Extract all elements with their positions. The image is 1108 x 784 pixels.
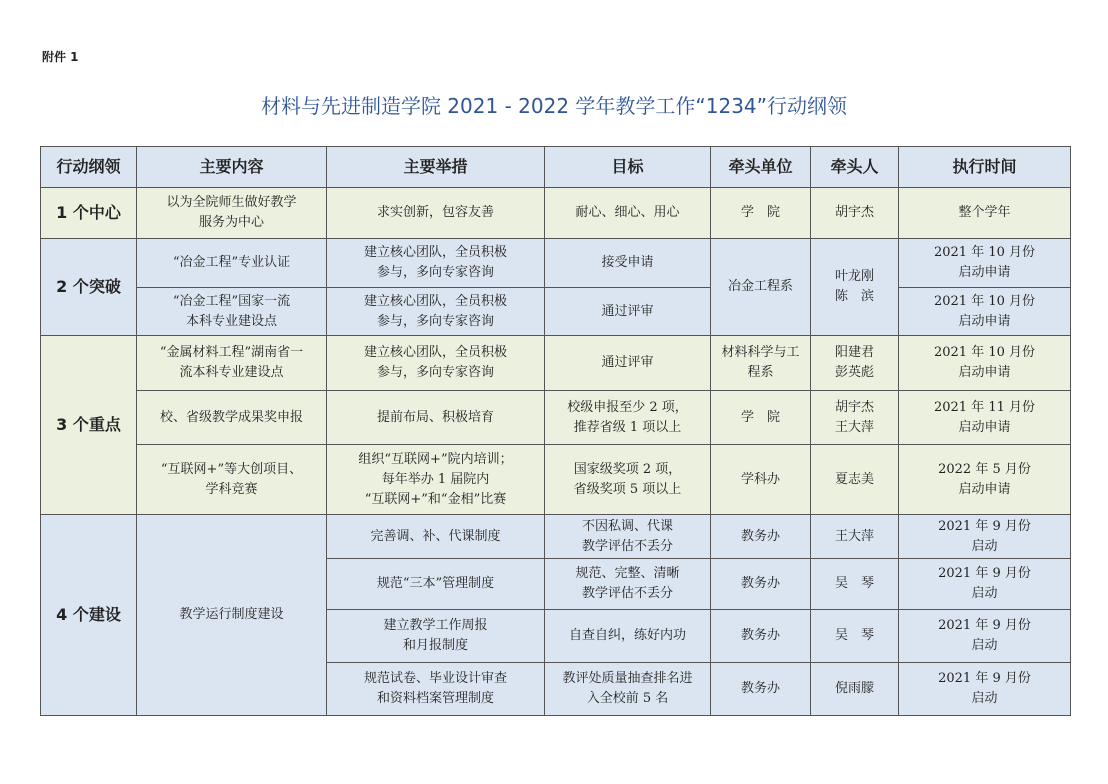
unit-cell: 学 院 bbox=[711, 188, 811, 239]
time-cell: 2022 年 5 月份 启动申请 bbox=[899, 445, 1071, 515]
header-cell: 目标 bbox=[545, 147, 711, 188]
table-header-row bbox=[41, 147, 1071, 188]
table-row bbox=[41, 515, 1071, 559]
header-cell: 行动纲领 bbox=[41, 147, 137, 188]
header-cell: 牵头单位 bbox=[711, 147, 811, 188]
time-cell: 2021 年 9 月份 启动 bbox=[899, 663, 1071, 716]
category-cell: 4 个建设 bbox=[41, 515, 137, 716]
attachment-label: 附件 1 bbox=[42, 50, 79, 64]
measures-cell: 完善调、补、代课制度 bbox=[327, 515, 545, 559]
goal-cell: 接受申请 bbox=[545, 239, 711, 288]
measures-cell: 求实创新，包容友善 bbox=[327, 188, 545, 239]
unit-cell: 学科办 bbox=[711, 445, 811, 515]
category-cell: 3 个重点 bbox=[41, 336, 137, 515]
category-cell: 1 个中心 bbox=[41, 188, 137, 239]
measures-cell: 规范“三本”管理制度 bbox=[327, 559, 545, 610]
content-cell: 校、省级教学成果奖申报 bbox=[137, 391, 327, 445]
measures-cell: 建立核心团队，全员积极 参与，多向专家咨询 bbox=[327, 288, 545, 336]
unit-cell: 教务办 bbox=[711, 559, 811, 610]
header-cell: 主要内容 bbox=[137, 147, 327, 188]
time-cell: 2021 年 10 月份 启动申请 bbox=[899, 336, 1071, 391]
category-cell: 2 个突破 bbox=[41, 239, 137, 336]
goal-cell: 自查自纠，练好内功 bbox=[545, 610, 711, 663]
unit-cell: 冶金工程系 bbox=[711, 239, 811, 336]
table-row bbox=[41, 288, 1071, 336]
leader-cell: 胡宇杰 bbox=[811, 188, 899, 239]
leader-cell: 胡宇杰 王大萍 bbox=[811, 391, 899, 445]
table-row bbox=[41, 239, 1071, 288]
goal-cell: 通过评审 bbox=[545, 288, 711, 336]
goal-cell: 耐心、细心、用心 bbox=[545, 188, 711, 239]
time-cell: 2021 年 10 月份 启动申请 bbox=[899, 239, 1071, 288]
content-cell: “互联网+”等大创项目、 学科竞赛 bbox=[137, 445, 327, 515]
leader-cell: 叶龙刚 陈 滨 bbox=[811, 239, 899, 336]
header-cell: 执行时间 bbox=[899, 147, 1071, 188]
time-cell: 2021 年 10 月份 启动申请 bbox=[899, 288, 1071, 336]
leader-cell: 倪雨朦 bbox=[811, 663, 899, 716]
goal-cell: 规范、完整、清晰 教学评估不丢分 bbox=[545, 559, 711, 610]
content-cell: “金属材料工程”湖南省一 流本科专业建设点 bbox=[137, 336, 327, 391]
measures-cell: 提前布局、积极培育 bbox=[327, 391, 545, 445]
leader-cell: 夏志美 bbox=[811, 445, 899, 515]
goal-cell: 校级申报至少 2 项， 推荐省级 1 项以上 bbox=[545, 391, 711, 445]
time-cell: 2021 年 9 月份 启动 bbox=[899, 559, 1071, 610]
unit-cell: 教务办 bbox=[711, 610, 811, 663]
time-cell: 整个学年 bbox=[899, 188, 1071, 239]
unit-cell: 教务办 bbox=[711, 663, 811, 716]
leader-cell: 阳建君 彭英彪 bbox=[811, 336, 899, 391]
table-row bbox=[41, 188, 1071, 239]
time-cell: 2021 年 9 月份 启动 bbox=[899, 610, 1071, 663]
unit-cell: 教务办 bbox=[711, 515, 811, 559]
leader-cell: 吴 琴 bbox=[811, 610, 899, 663]
measures-cell: 建立核心团队，全员积极 参与，多向专家咨询 bbox=[327, 239, 545, 288]
leader-cell: 王大萍 bbox=[811, 515, 899, 559]
leader-cell: 吴 琴 bbox=[811, 559, 899, 610]
content-cell: “冶金工程”专业认证 bbox=[137, 239, 327, 288]
table-row bbox=[41, 445, 1071, 515]
document-title: 材料与先进制造学院 2021 - 2022 学年教学工作“1234”行动纲领 bbox=[260, 94, 848, 118]
header-cell: 牵头人 bbox=[811, 147, 899, 188]
content-cell: 教学运行制度建设 bbox=[137, 515, 327, 716]
measures-cell: 规范试卷、毕业设计审查 和资料档案管理制度 bbox=[327, 663, 545, 716]
content-cell: 以为全院师生做好教学 服务为中心 bbox=[137, 188, 327, 239]
goal-cell: 国家级奖项 2 项， 省级奖项 5 项以上 bbox=[545, 445, 711, 515]
unit-cell: 学 院 bbox=[711, 391, 811, 445]
header-cell: 主要举措 bbox=[327, 147, 545, 188]
unit-cell: 材料科学与工 程系 bbox=[711, 336, 811, 391]
time-cell: 2021 年 9 月份 启动 bbox=[899, 515, 1071, 559]
goal-cell: 教评处质量抽查排名进 入全校前 5 名 bbox=[545, 663, 711, 716]
table-row bbox=[41, 336, 1071, 391]
content-cell: “冶金工程”国家一流 本科专业建设点 bbox=[137, 288, 327, 336]
goal-cell: 不因私调、代课 教学评估不丢分 bbox=[545, 515, 711, 559]
measures-cell: 建立教学工作周报 和月报制度 bbox=[327, 610, 545, 663]
table-row bbox=[41, 391, 1071, 445]
goal-cell: 通过评审 bbox=[545, 336, 711, 391]
action-plan-table bbox=[40, 146, 1071, 716]
time-cell: 2021 年 11 月份 启动申请 bbox=[899, 391, 1071, 445]
measures-cell: 组织“互联网+”院内培训； 每年举办 1 届院内 “互联网+”和“金相”比赛 bbox=[327, 445, 545, 515]
measures-cell: 建立核心团队，全员积极 参与，多向专家咨询 bbox=[327, 336, 545, 391]
